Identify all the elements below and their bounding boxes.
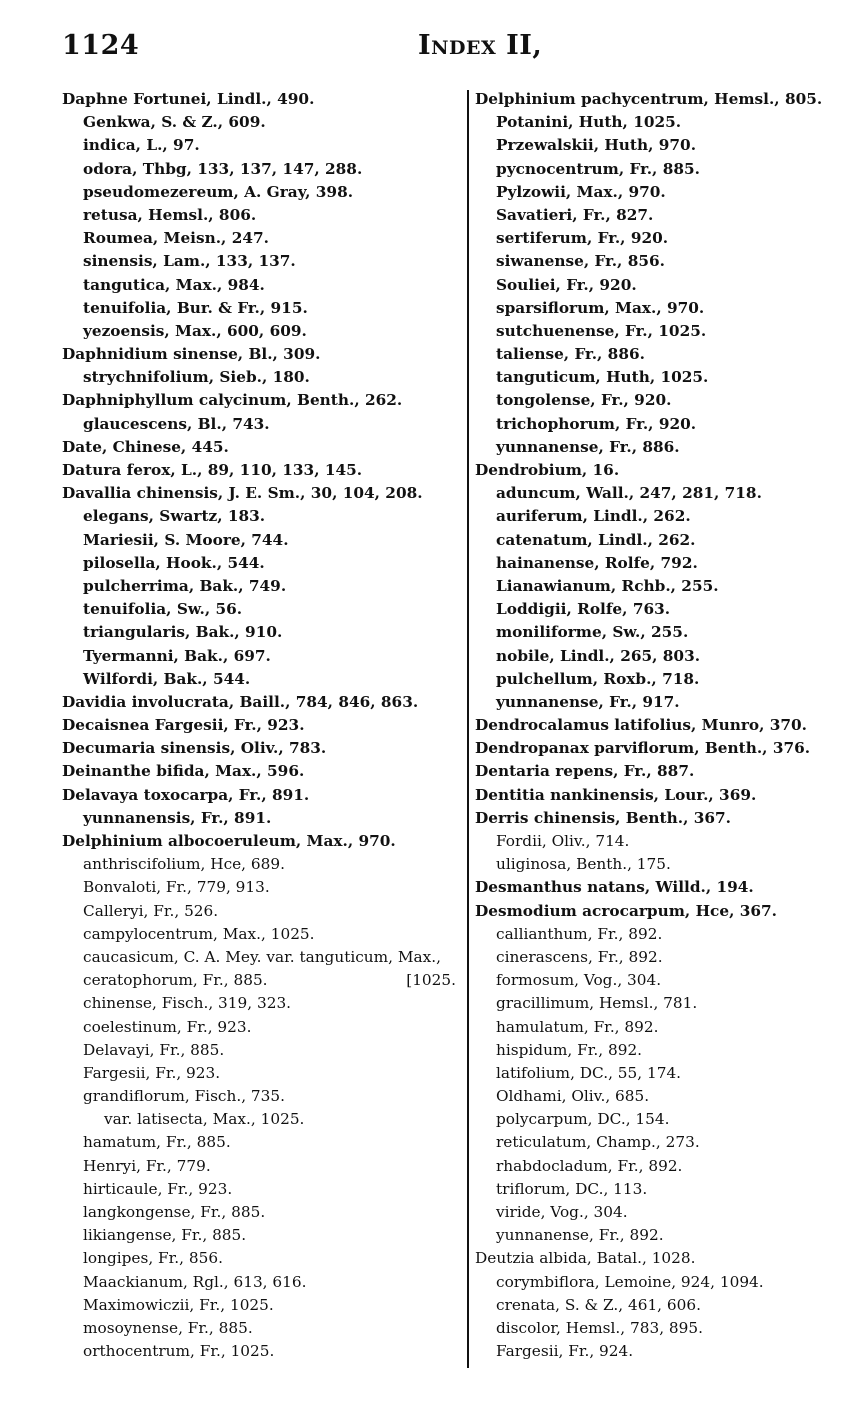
entry-text: hispidum, Fr., 892.	[496, 1040, 643, 1059]
entry-text: Genkwa, S. & Z., 609.	[83, 113, 266, 132]
index-subentry	[475, 1108, 835, 1131]
entry-text: Derris chinensis, Benth., 367.	[475, 808, 731, 827]
entry-text: orthocentrum, Fr., 1025.	[83, 1342, 275, 1361]
entry-text: var. latisecta, Max., 1025.	[104, 1110, 305, 1129]
entry-text: rhabdocladum, Fr., 892.	[496, 1156, 683, 1175]
index-subentry	[475, 1271, 835, 1294]
index-subentry	[475, 227, 835, 250]
entry-text: hainanense, Rolfe, 792.	[496, 553, 698, 572]
index-subentry	[62, 900, 462, 923]
index-subentry	[475, 1062, 835, 1085]
entry-text: pycnocentrum, Fr., 885.	[496, 159, 700, 178]
entry-text: siwanense, Fr., 856.	[496, 252, 665, 271]
index-subentry	[62, 645, 462, 668]
entry-text: Daphnidium sinense, Bl., 309.	[62, 345, 321, 364]
index-subentry	[62, 1155, 462, 1178]
index-entry	[62, 691, 462, 714]
entry-text: yunnanensis, Fr., 891.	[83, 808, 272, 827]
entry-text: pilosella, Hook., 544.	[83, 553, 265, 572]
entry-text: Dendrobium, 16.	[475, 461, 620, 479]
index-entry	[62, 88, 462, 111]
entry-text: Delphinium pachycentrum, Hemsl., 805.	[475, 90, 823, 108]
entry-text: Daphne Fortunei, Lindl., 490.	[62, 90, 315, 108]
index-subentry	[475, 969, 835, 992]
index-subentry	[62, 505, 462, 528]
entry-text: odora, Thbg, 133, 137, 147, 288.	[83, 159, 363, 178]
index-subentry	[475, 1039, 835, 1062]
index-subentry	[475, 853, 835, 876]
entry-text: Tyermanni, Bak., 697.	[83, 646, 271, 665]
index-entry	[475, 807, 835, 830]
entry-text: Dentitia nankinensis, Lour., 369.	[475, 785, 757, 804]
entry-text: caucasicum, C. A. Mey. var. tanguticum, Max.,	[83, 947, 442, 966]
entry-text: Wilfordi, Bak., 544.	[83, 669, 251, 688]
entry-text: yezoensis, Max., 600, 609.	[83, 321, 307, 340]
entry-text: grandiflorum, Fisch., 735.	[83, 1087, 285, 1106]
entry-text: uliginosa, Benth., 175.	[496, 855, 671, 874]
index-subentry	[62, 320, 462, 343]
entry-text: triflorum, DC., 113.	[496, 1179, 648, 1198]
index-subentry	[62, 413, 462, 436]
entry-text: Roumea, Meisn., 247.	[83, 229, 269, 248]
entry-text: chinense, Fisch., 319, 323.	[83, 994, 292, 1013]
entry-text: Calleryi, Fr., 526.	[83, 901, 219, 920]
entry-text: langkongense, Fr., 885.	[83, 1203, 266, 1221]
index-entry	[475, 1247, 835, 1270]
index-entry	[475, 760, 835, 783]
index-subentry	[62, 853, 462, 876]
index-subentry	[62, 575, 462, 598]
entry-text: taliense, Fr., 886.	[496, 345, 645, 364]
index-subentry	[62, 807, 462, 830]
index-subentry	[475, 598, 835, 621]
entry-text: gracillimum, Hemsl., 781.	[496, 994, 698, 1013]
entry-text: ceratophorum, Fr., 885.	[83, 971, 268, 990]
index-entry	[62, 784, 462, 807]
entry-text: Delavayi, Fr., 885.	[83, 1040, 225, 1059]
index-subentry	[475, 181, 835, 204]
entry-text: longipes, Fr., 856.	[83, 1249, 223, 1268]
index-entry	[475, 737, 835, 760]
entry-text: crenata, S. & Z., 461, 606.	[496, 1295, 701, 1314]
index-entry	[62, 714, 462, 737]
index-subentry	[475, 297, 835, 320]
entry-text: sparsiflorum, Max., 970.	[496, 298, 705, 317]
index-subentry	[62, 876, 462, 899]
entry-text: Przewalskii, Huth, 970.	[496, 136, 697, 155]
index-entry	[62, 343, 462, 366]
index-entry	[62, 737, 462, 760]
entry-text: hamulatum, Fr., 892.	[496, 1017, 659, 1036]
entry-text: likiangense, Fr., 885.	[83, 1226, 247, 1245]
entry-text: formosum, Vog., 304.	[496, 971, 662, 990]
index-entry	[62, 389, 462, 412]
entry-text: Daphniphyllum calycinum, Benth., 262.	[62, 391, 403, 410]
index-subentry	[475, 505, 835, 528]
entry-text: latifolium, DC., 55, 174.	[496, 1063, 682, 1082]
index-subentry	[62, 598, 462, 621]
entry-text: strychnifolium, Sieb., 180.	[83, 368, 310, 387]
index-entry	[475, 714, 835, 737]
entry-text: pulchellum, Roxb., 718.	[496, 669, 700, 688]
index-subentry	[62, 923, 462, 946]
entry-text: sertiferum, Fr., 920.	[496, 229, 669, 248]
entry-text: Davidia involucrata, Baill., 784, 846, 863.	[62, 692, 419, 711]
index-subentry	[62, 1247, 462, 1270]
index-subentry	[475, 413, 835, 436]
index-subentry	[475, 923, 835, 946]
entry-text: Deutzia albida, Batal., 1028.	[475, 1249, 696, 1268]
index-subentry	[62, 134, 462, 157]
index-subentry	[62, 158, 462, 181]
entry-text: Delavaya toxocarpa, Fr., 891.	[62, 785, 310, 804]
entry-text: Pylzowii, Max., 970.	[496, 182, 666, 201]
entry-text: glaucescens, Bl., 743.	[83, 414, 270, 433]
index-subentry	[475, 389, 835, 412]
entry-text: tongolense, Fr., 920.	[496, 391, 672, 410]
index-subentry	[475, 946, 835, 969]
entry-text: Mariesii, S. Moore, 744.	[83, 530, 289, 549]
entry-text: cinerascens, Fr., 892.	[496, 947, 663, 966]
index-subentry	[475, 158, 835, 181]
index-subentry	[475, 343, 835, 366]
entry-text: Savatieri, Fr., 827.	[496, 205, 654, 224]
entry-text: discolor, Hemsl., 783, 895.	[496, 1318, 703, 1337]
runover-page-ref: [1025.	[406, 971, 456, 990]
entry-text: auriferum, Lindl., 262.	[496, 507, 691, 526]
index-entry	[62, 482, 462, 505]
index-subentry	[62, 274, 462, 297]
index-subentry	[62, 1271, 462, 1294]
entry-text: Datura ferox, L., 89, 110, 133, 145.	[62, 461, 363, 479]
index-subentry	[475, 1317, 835, 1340]
entry-text: tenuifolia, Sw., 56.	[83, 600, 243, 619]
index-subentry	[475, 274, 835, 297]
entry-text: Potanini, Huth, 1025.	[496, 113, 682, 132]
index-subentry	[475, 1155, 835, 1178]
entry-text: moniliforme, Sw., 255.	[496, 623, 689, 642]
index-subentry	[475, 992, 835, 1015]
entry-text: sutchuenense, Fr., 1025.	[496, 321, 707, 340]
index-subentry	[475, 621, 835, 644]
index-subentry	[475, 575, 835, 598]
entry-text: Fargesii, Fr., 923.	[83, 1063, 221, 1082]
entry-text: yunnanense, Fr., 886.	[496, 437, 680, 456]
index-subentry	[62, 366, 462, 389]
index-subentry	[62, 250, 462, 273]
index-entry	[475, 459, 835, 482]
index-subentry	[475, 1085, 835, 1108]
index-subentry	[475, 552, 835, 575]
entry-text: Decumaria sinensis, Oliv., 783.	[62, 739, 327, 758]
index-subentry	[62, 181, 462, 204]
index-subentry	[475, 1131, 835, 1154]
entry-text: tangutica, Max., 984.	[83, 275, 265, 294]
index-subentry	[62, 1317, 462, 1340]
index-subentry	[62, 969, 462, 992]
entry-text: Maackianum, Rgl., 613, 616.	[83, 1272, 307, 1291]
running-title: Index II,	[418, 30, 543, 61]
entry-text: Delphinium albocoeruleum, Max., 970.	[62, 832, 396, 850]
index-subentry	[475, 1016, 835, 1039]
index-subentry	[62, 1201, 462, 1224]
entry-text: corymbiflora, Lemoine, 924, 1094.	[496, 1272, 764, 1291]
left-index-column	[62, 88, 462, 1363]
index-subentry	[62, 946, 462, 969]
entry-text: sinensis, Lam., 133, 137.	[83, 252, 296, 271]
entry-text: pseudomezereum, A. Gray, 398.	[83, 182, 354, 201]
index-subentry	[62, 621, 462, 644]
index-subentry	[475, 204, 835, 227]
entry-text: Desmodium acrocarpum, Hce, 367.	[475, 901, 777, 920]
entry-text: Fargesii, Fr., 924.	[496, 1342, 634, 1361]
entry-text: trichophorum, Fr., 920.	[496, 414, 697, 433]
entry-text: Date, Chinese, 445.	[62, 437, 229, 456]
entry-text: reticulatum, Champ., 273.	[496, 1133, 700, 1152]
entry-text: mosoynense, Fr., 885.	[83, 1318, 253, 1337]
index-subentry	[475, 1294, 835, 1317]
index-subentry	[62, 1294, 462, 1317]
entry-text: Henryi, Fr., 779.	[83, 1156, 211, 1175]
index-subentry	[475, 482, 835, 505]
entry-text: retusa, Hemsl., 806.	[83, 205, 257, 224]
index-subentry	[475, 1224, 835, 1247]
entry-text: Deinanthe bifida, Max., 596.	[62, 762, 305, 781]
index-subentry	[475, 830, 835, 853]
index-subentry	[62, 1039, 462, 1062]
page-number: 1124	[62, 30, 140, 61]
index-subentry	[62, 668, 462, 691]
right-index-column	[475, 88, 835, 1363]
index-subentry	[62, 1224, 462, 1247]
index-entry	[62, 760, 462, 783]
index-entry	[475, 900, 835, 923]
entry-text: hamatum, Fr., 885.	[83, 1133, 231, 1152]
index-subentry	[62, 1085, 462, 1108]
entry-text: Fordii, Oliv., 714.	[496, 832, 630, 850]
index-subentry	[475, 366, 835, 389]
index-subentry	[475, 529, 835, 552]
index-subentry	[475, 1178, 835, 1201]
index-subentry	[475, 645, 835, 668]
index-entry	[475, 88, 835, 111]
index-subentry	[62, 1340, 462, 1363]
entry-text: anthriscifolium, Hce, 689.	[83, 855, 285, 874]
entry-text: Decaisnea Fargesii, Fr., 923.	[62, 716, 305, 735]
index-subentry	[475, 691, 835, 714]
entry-text: pulcherrima, Bak., 749.	[83, 576, 287, 595]
entry-text: Lianawianum, Rchb., 255.	[496, 576, 719, 595]
entry-text: Davallia chinensis, J. E. Sm., 30, 104, 208.	[62, 484, 423, 503]
entry-text: viride, Vog., 304.	[496, 1203, 628, 1221]
index-subentry	[62, 1062, 462, 1085]
entry-text: Loddigii, Rolfe, 763.	[496, 600, 671, 619]
entry-text: Desmanthus natans, Willd., 194.	[475, 878, 754, 897]
column-divider	[467, 90, 469, 1368]
index-subentry	[62, 1131, 462, 1154]
index-subentry	[62, 1178, 462, 1201]
entry-text: yunnanense, Fr., 917.	[496, 692, 680, 711]
entry-text: campylocentrum, Max., 1025.	[83, 924, 315, 943]
entry-text: tenuifolia, Bur. & Fr., 915.	[83, 298, 308, 317]
entry-text: nobile, Lindl., 265, 803.	[496, 646, 701, 665]
entry-text: Dendrocalamus latifolius, Munro, 370.	[475, 716, 808, 735]
index-subentry	[475, 111, 835, 134]
entry-text: polycarpum, DC., 154.	[496, 1110, 670, 1129]
entry-text: Dentaria repens, Fr., 887.	[475, 762, 695, 781]
index-subentry	[62, 227, 462, 250]
entry-text: callianthum, Fr., 892.	[496, 924, 663, 943]
entry-text: catenatum, Lindl., 262.	[496, 530, 696, 549]
entry-text: yunnanense, Fr., 892.	[496, 1226, 664, 1245]
index-entry	[475, 876, 835, 899]
index-entry	[62, 459, 462, 482]
index-subentry	[475, 668, 835, 691]
entry-text: Bonvaloti, Fr., 779, 913.	[83, 878, 270, 897]
entry-text: Maximowiczii, Fr., 1025.	[83, 1295, 274, 1314]
index-subentry	[475, 436, 835, 459]
index-subentry	[475, 320, 835, 343]
index-entry	[62, 436, 462, 459]
index-subentry	[475, 1340, 835, 1363]
index-entry	[62, 830, 462, 853]
index-subentry	[62, 1108, 462, 1131]
index-subentry	[62, 552, 462, 575]
index-subentry	[62, 297, 462, 320]
index-subentry	[62, 111, 462, 134]
entry-text: elegans, Swartz, 183.	[83, 507, 266, 526]
entry-text: Oldhami, Oliv., 685.	[496, 1087, 650, 1106]
entry-text: Souliei, Fr., 920.	[496, 275, 637, 294]
index-subentry	[475, 1201, 835, 1224]
entry-text: triangularis, Bak., 910.	[83, 623, 283, 642]
index-subentry	[475, 250, 835, 273]
entry-text: coelestinum, Fr., 923.	[83, 1017, 252, 1036]
entry-text: hirticaule, Fr., 923.	[83, 1179, 233, 1198]
entry-text: aduncum, Wall., 247, 281, 718.	[496, 484, 762, 503]
index-subentry	[475, 134, 835, 157]
entry-text: Dendropanax parviflorum, Benth., 376.	[475, 739, 811, 758]
entry-text: tanguticum, Huth, 1025.	[496, 368, 709, 387]
index-subentry	[62, 529, 462, 552]
index-subentry	[62, 204, 462, 227]
index-subentry	[62, 1016, 462, 1039]
index-entry	[475, 784, 835, 807]
entry-text: indica, L., 97.	[83, 136, 200, 155]
index-subentry	[62, 992, 462, 1015]
